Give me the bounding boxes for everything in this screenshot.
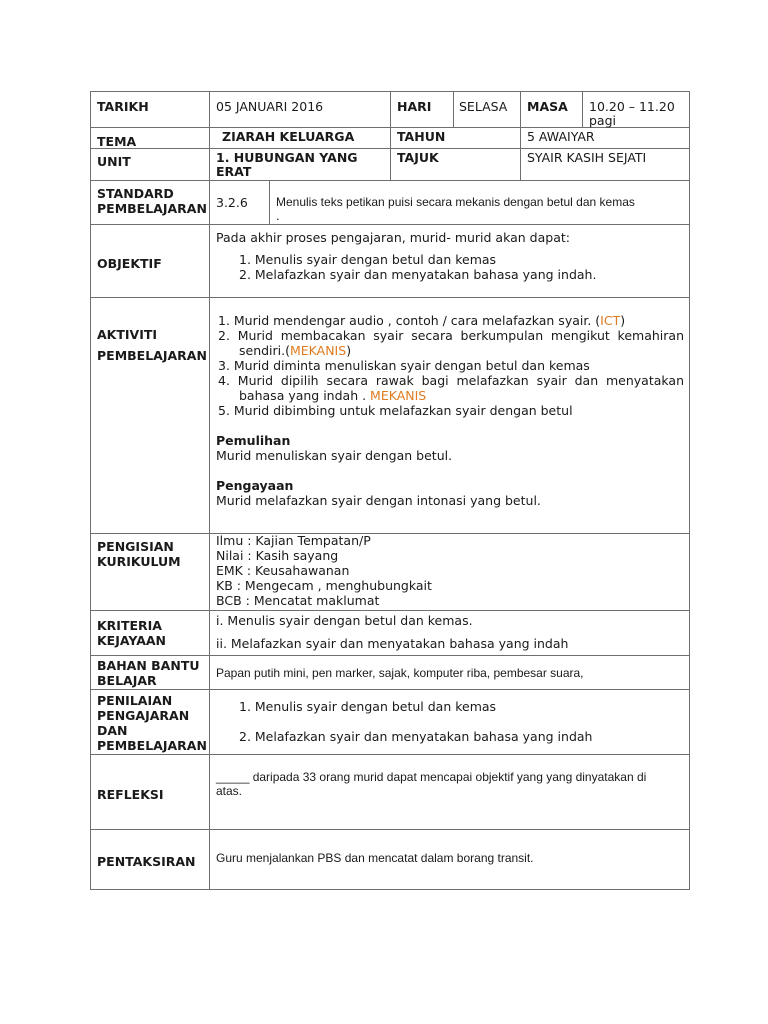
aktiviti-label: AKTIVITI (97, 327, 158, 342)
column-divider (269, 180, 270, 224)
unit-value: 1. HUBUNGAN YANG (216, 150, 358, 165)
pemulihan-title: Pemulihan (216, 433, 291, 448)
column-divider (209, 91, 210, 890)
tema-value: ZIARAH KELUARGA (222, 129, 355, 144)
penilaian-label-line2: PENGAJARAN (97, 708, 190, 723)
column-divider (453, 91, 454, 128)
row-divider (90, 655, 689, 656)
tahun-label: TAHUN (397, 129, 446, 144)
aktiviti-item-2: 2. Murid membacakan syair secara berkumpulan mengikut kemahiran (218, 328, 684, 343)
pengisian-line: BCB : Mencatat maklumat (216, 593, 380, 608)
bahan-label-line2: BELAJAR (97, 673, 157, 688)
row-divider (90, 180, 689, 181)
row-divider (90, 754, 689, 755)
column-divider (520, 91, 521, 180)
pengisian-line: KB : Mengecam , menghubungkait (216, 578, 432, 593)
penilaian-label: PENILAIAN (97, 693, 173, 708)
tarikh-value: 05 JANUARI 2016 (216, 99, 324, 114)
standard-code: 3.2.6 (216, 195, 248, 210)
table-border (90, 91, 91, 890)
refleksi-line-2: atas. (216, 784, 243, 798)
unit-value-line2: ERAT (216, 164, 252, 179)
pengayaan-title: Pengayaan (216, 478, 294, 493)
hari-value: SELASA (459, 99, 508, 114)
masa-value: 10.20 – 11.20 (589, 99, 675, 114)
objektif-intro: Pada akhir proses pengajaran, murid- murid akan dapat: (216, 230, 570, 245)
aktiviti-item-4-line2 (239, 388, 426, 403)
hari-label: HARI (397, 99, 432, 114)
column-divider (390, 91, 391, 180)
tahun-value: 5 AWAIYAR (527, 129, 595, 144)
aktiviti-item-2-text: sendiri.( (239, 343, 290, 358)
pengisian-line: Nilai : Kasih sayang (216, 548, 339, 563)
tarikh-label: TARIKH (97, 99, 149, 114)
pengisian-line: EMK : Keusahawanan (216, 563, 350, 578)
kriteria-line-2: ii. Melafazkan syair dan menyatakan bahasa yang indah (216, 636, 569, 651)
pengisian-line: Ilmu : Kajian Tempatan/P (216, 533, 371, 548)
mekanis-tag: MEKANIS (370, 388, 427, 403)
pentaksiran-text: Guru menjalankan PBS dan mencatat dalam borang transit. (216, 851, 534, 865)
column-divider (582, 91, 583, 128)
kriteria-label: KRITERIA (97, 618, 162, 633)
unit-label: UNIT (97, 154, 131, 169)
aktiviti-item-4: 4. Murid dipilih secara rawak bagi melafazkan syair dan menyatakan (218, 373, 684, 388)
row-divider (90, 224, 689, 225)
refleksi-label: REFLEKSI (97, 787, 164, 802)
standard-label-line2: PEMBELAJARAN (97, 201, 207, 216)
pentaksiran-label: PENTAKSIRAN (97, 854, 196, 869)
standard-trailing: . (276, 209, 280, 223)
row-divider (90, 689, 689, 690)
standard-text: Menulis teks petikan puisi secara mekanis dengan betul dan kemas (276, 195, 635, 209)
pengisian-label-line2: KURIKULUM (97, 554, 181, 569)
objektif-item-2: 2. Melafazkan syair dan menyatakan bahasa yang indah. (239, 267, 597, 282)
bahan-text: Papan putih mini, pen marker, sajak, komputer riba, pembesar suara, (216, 666, 584, 680)
penilaian-label-line4: PEMBELAJARAN (97, 738, 207, 753)
tajuk-value: SYAIR KASIH SEJATI (527, 150, 647, 165)
kriteria-label-line2: KEJAYAAN (97, 633, 167, 648)
row-divider (90, 533, 689, 534)
aktiviti-item-3: 3. Murid diminta menuliskan syair dengan betul dan kemas (218, 358, 590, 373)
penilaian-item-2: 2. Melafazkan syair dan menyatakan bahasa yang indah (239, 729, 593, 744)
row-divider (90, 829, 689, 830)
aktiviti-item-1-close: ) (620, 313, 626, 328)
aktiviti-item-2-line2 (239, 343, 351, 358)
refleksi-line-1: _____ daripada 33 orang murid dapat mencapai objektif yang yang dinyatakan di (216, 770, 647, 784)
aktiviti-item-5: 5. Murid dibimbing untuk melafazkan syair dengan betul (218, 403, 573, 418)
aktiviti-label-line2: PEMBELAJARAN (97, 348, 207, 363)
aktiviti-item-2-close: ) (346, 343, 352, 358)
row-divider (90, 297, 689, 298)
objektif-item-1: 1. Menulis syair dengan betul dan kemas (239, 252, 497, 267)
bahan-label: BAHAN BANTU (97, 658, 200, 673)
mekanis-tag: MEKANIS (290, 343, 347, 358)
pemulihan-text: Murid menuliskan syair dengan betul. (216, 448, 453, 463)
aktiviti-item-4-text: bahasa yang indah . (239, 388, 371, 403)
tema-label: TEMA (97, 134, 137, 149)
aktiviti-item-1-text: 1. Murid mendengar audio , contoh / cara melafazkan syair. ( (218, 313, 601, 328)
standard-label: STANDARD (97, 186, 174, 201)
penilaian-label-line3: DAN (97, 723, 128, 738)
ict-tag: ICT (600, 313, 621, 328)
penilaian-item-1: 1. Menulis syair dengan betul dan kemas (239, 699, 497, 714)
objektif-label: OBJEKTIF (97, 256, 162, 271)
masa-label: MASA (527, 99, 568, 114)
table-border (689, 91, 690, 890)
row-divider (90, 610, 689, 611)
pengayaan-text: Murid melafazkan syair dengan intonasi yang betul. (216, 493, 541, 508)
kriteria-line-1: i. Menulis syair dengan betul dan kemas. (216, 613, 473, 628)
table-border (90, 889, 689, 890)
tajuk-label: TAJUK (397, 150, 439, 165)
aktiviti-item-1 (218, 313, 625, 328)
pengisian-label: PENGISIAN (97, 539, 174, 554)
masa-value-suffix: pagi (589, 113, 617, 128)
